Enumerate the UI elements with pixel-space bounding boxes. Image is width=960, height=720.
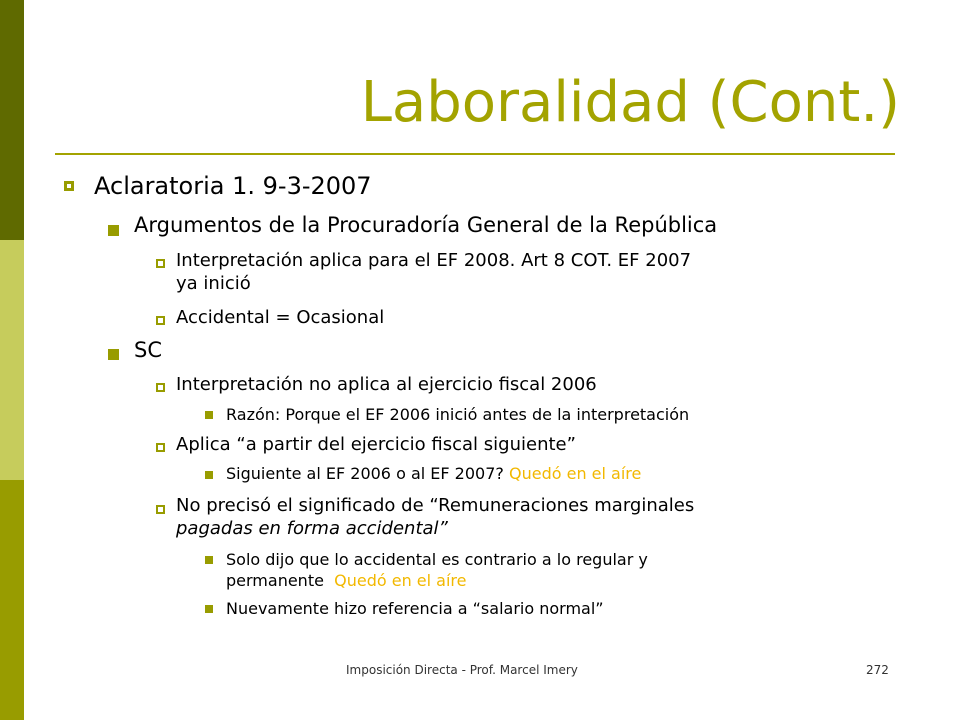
bullet-aplica-siguiente: Aplica “a partir del ejercicio fiscal siguiente” bbox=[176, 434, 576, 455]
bullet-interpretacion-aplica-1: Interpretación aplica para el EF 2008. Art 8 COT. EF 2007 bbox=[176, 250, 692, 271]
hollow-square-bullet-icon bbox=[156, 383, 165, 392]
page-number: 272 bbox=[866, 663, 889, 677]
small-square-bullet-icon bbox=[205, 411, 213, 419]
bullet-solo-dijo-2 bbox=[226, 571, 466, 590]
small-square-bullet-icon bbox=[205, 605, 213, 613]
siguiente-text: Siguiente al EF 2006 o al EF 2007? bbox=[226, 464, 509, 483]
siguiente-highlight: Quedó en el aíre bbox=[508, 464, 642, 483]
side-bar-bottom bbox=[0, 480, 24, 720]
slide-title: Laboralidad (Cont.) bbox=[360, 70, 900, 135]
bullet-interpretacion-aplica-2: ya inició bbox=[176, 273, 251, 294]
hollow-square-bullet-icon bbox=[156, 505, 165, 514]
bullet-siguiente bbox=[226, 464, 641, 483]
solo-dijo-highlight: Quedó en el aíre bbox=[334, 571, 467, 590]
hollow-square-bullet-icon bbox=[156, 443, 165, 452]
hollow-square-bullet-icon bbox=[64, 181, 74, 191]
square-bullet-icon bbox=[108, 349, 119, 360]
bullet-nuevamente: Nuevamente hizo referencia a “salario normal” bbox=[226, 599, 604, 618]
square-bullet-icon bbox=[108, 225, 119, 236]
bullet-no-aplica: Interpretación no aplica al ejercicio fiscal 2006 bbox=[176, 374, 597, 395]
bullet-no-preciso-2: pagadas en forma accidental” bbox=[176, 518, 448, 539]
bullet-aclaratoria: Aclaratoria 1. 9-3-2007 bbox=[94, 172, 372, 200]
solo-dijo-text: permanente bbox=[226, 571, 335, 590]
side-bar-top bbox=[0, 0, 24, 240]
hollow-square-bullet-icon bbox=[156, 316, 165, 325]
hollow-square-bullet-icon bbox=[156, 259, 165, 268]
title-divider bbox=[55, 153, 895, 155]
small-square-bullet-icon bbox=[205, 471, 213, 479]
bullet-accidental: Accidental = Ocasional bbox=[176, 307, 385, 328]
bullet-argumentos: Argumentos de la Procuradoría General de la República bbox=[134, 213, 718, 237]
bullet-no-preciso-1: No precisó el significado de “Remuneraciones marginales bbox=[176, 495, 695, 516]
bullet-sc: SC bbox=[134, 338, 162, 362]
bullet-solo-dijo-1: Solo dijo que lo accidental es contrario a lo regular y bbox=[226, 550, 648, 569]
footer-text: Imposición Directa - Prof. Marcel Imery bbox=[346, 663, 578, 677]
bullet-razon: Razón: Porque el EF 2006 inició antes de la interpretación bbox=[226, 405, 690, 424]
small-square-bullet-icon bbox=[205, 556, 213, 564]
side-bar-middle bbox=[0, 240, 24, 480]
